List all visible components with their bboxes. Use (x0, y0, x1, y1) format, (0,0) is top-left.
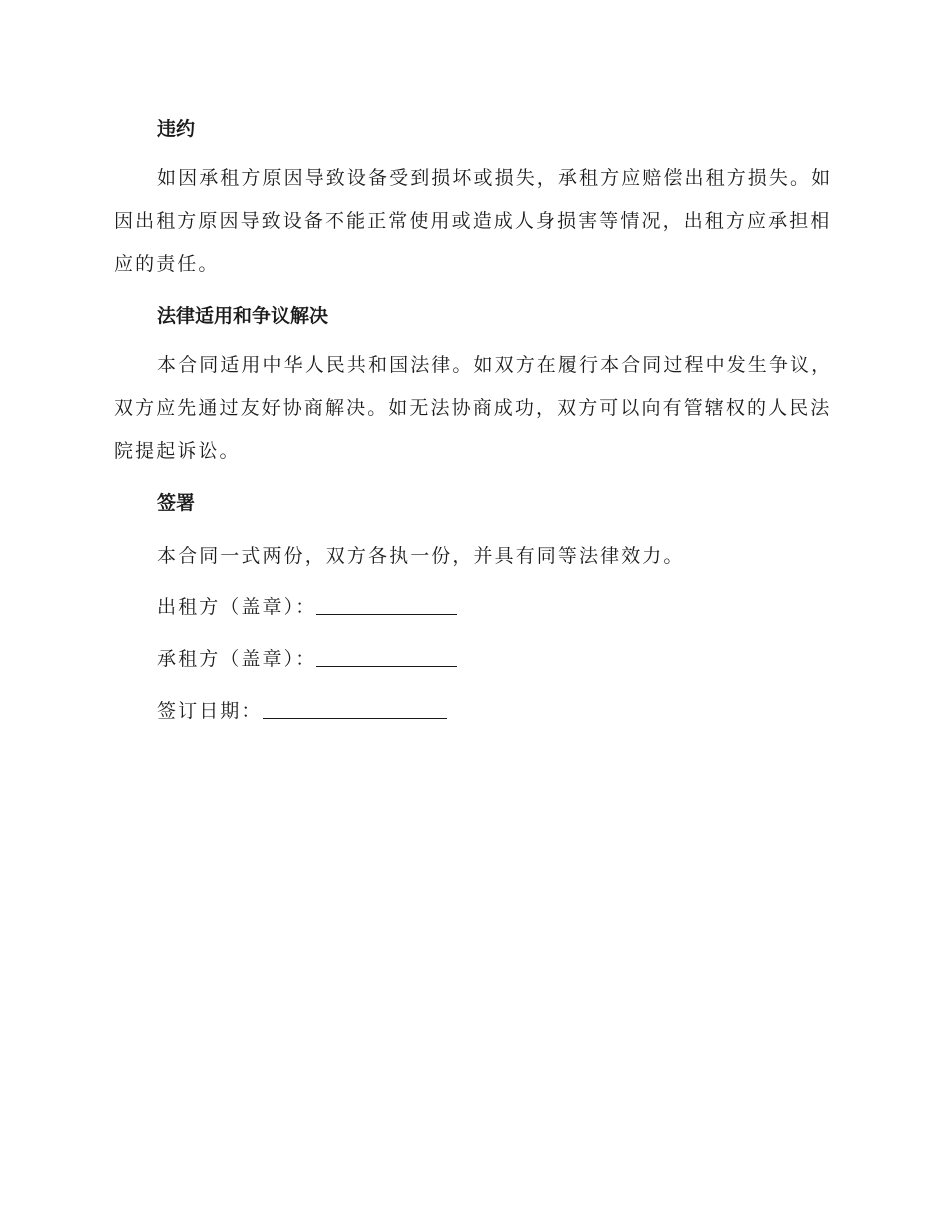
section-heading-law: 法律适用和争议解决 (157, 305, 329, 327)
lessor-signature-line (157, 594, 457, 620)
section-body-breach-text: 如因承租方原因导致设备受到损坏或损失，承租方应赔偿出租方损失。如因出租方原因导致设备不能正常使用或造成人身损害等情况，出租方应承担相应的责任。 (114, 167, 833, 275)
lessor-signature-label: 出租方（盖章）： (157, 596, 317, 618)
section-body-law (114, 344, 834, 473)
section-body-law-text: 本合同适用中华人民共和国法律。如双方在履行本合同过程中发生争议，双方应先通过友好协商解决。如无法协商成功，双方可以向有管辖权的人民法院提起诉讼。 (114, 354, 833, 462)
section-body-signing: 本合同一式两份，双方各执一份，并具有同等法律效力。 (157, 545, 685, 567)
lessee-signature-line (157, 646, 457, 672)
signing-date-blank[interactable] (263, 698, 447, 719)
lessee-signature-blank[interactable] (316, 646, 457, 667)
lessee-signature-label: 承租方（盖章）： (157, 648, 317, 670)
signing-date-line (157, 698, 447, 724)
section-heading-signing: 签署 (157, 492, 196, 514)
section-body-breach (114, 157, 834, 286)
signing-date-label: 签订日期： (157, 700, 263, 722)
lessor-signature-blank[interactable] (316, 594, 457, 615)
section-heading-breach: 违约 (157, 118, 196, 140)
